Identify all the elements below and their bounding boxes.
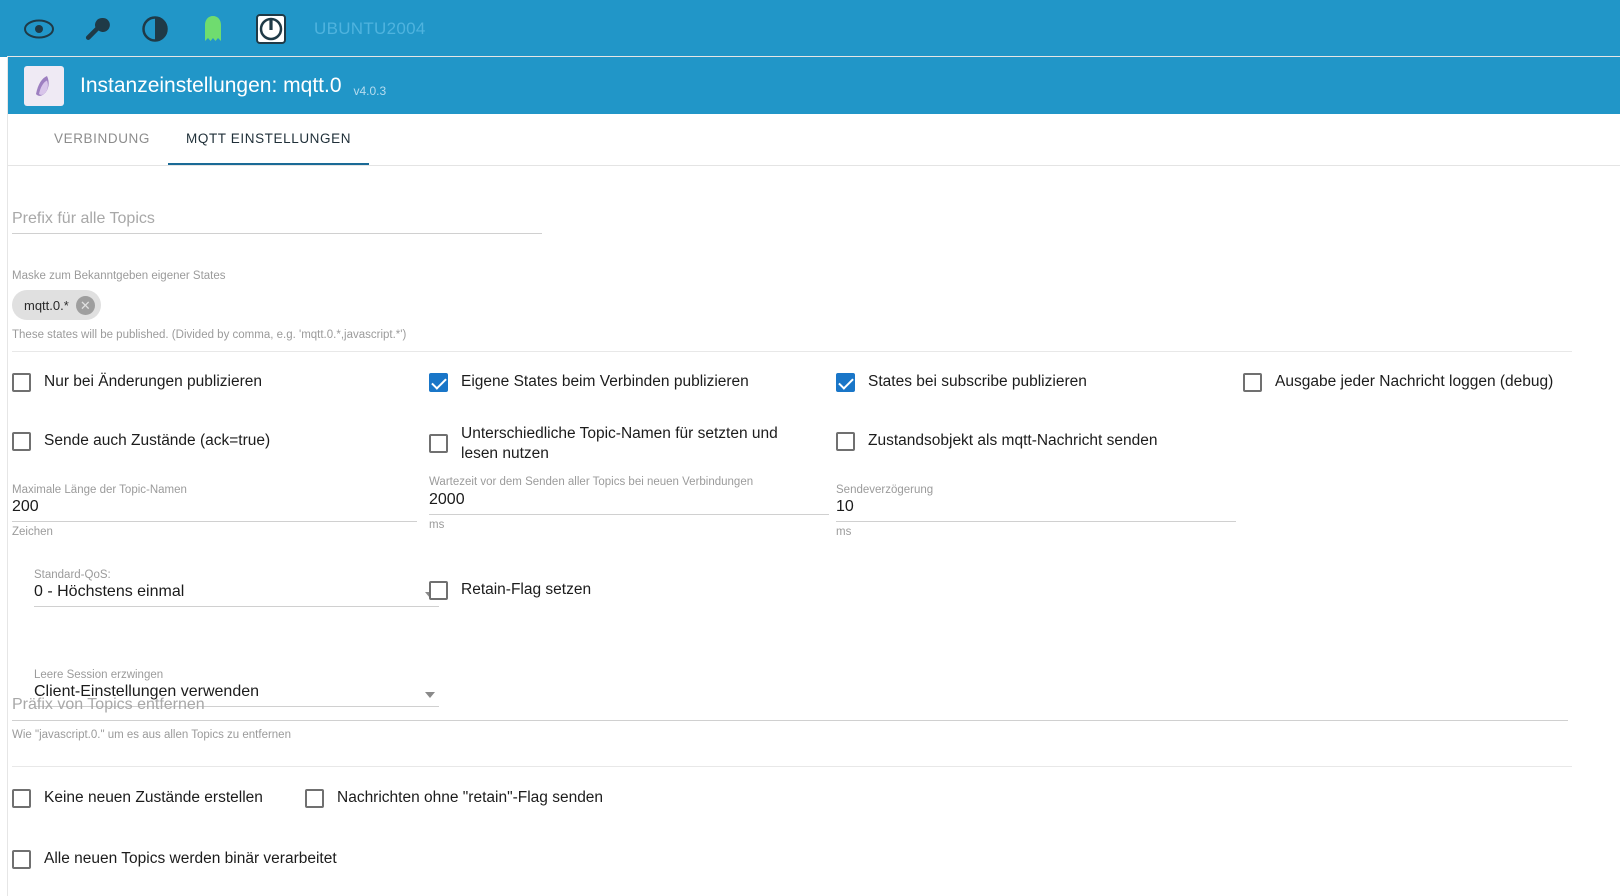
divider-1 [12,351,1572,352]
send-delay-helper: ms [836,526,852,538]
tab-bar [8,114,1620,166]
checkbox-log-every-message-debug[interactable] [1243,372,1553,392]
wait-before-send-label: Wartezeit vor dem Senden aller Topics bei neuen Verbindungen [429,476,754,488]
checkbox-box[interactable] [12,789,31,808]
adapter-settings-window [8,57,1620,896]
adapter-logo-icon [24,66,64,106]
checkbox-label: Keine neuen Zustände erstellen [44,789,263,806]
remove-prefix-helper: Wie "javascript.0." um es aus allen Topics zu entfernen [12,729,291,741]
remove-prefix-group [12,696,1572,741]
wait-before-send-field[interactable] [429,476,829,531]
max-topic-length-field[interactable] [12,484,417,538]
checkbox-send-states-ack-true[interactable] [12,431,270,451]
remove-prefix-input[interactable]: Präfix von Topics entfernen [12,696,205,713]
adapter-version: v4.0.3 [353,84,387,98]
divider-2 [12,766,1572,767]
wait-before-send-input[interactable]: 2000 [429,491,829,515]
checkbox-box[interactable] [429,373,448,392]
checkbox-all-new-topics-binary[interactable] [12,849,337,869]
checkbox-box[interactable] [429,581,448,600]
checkbox-box[interactable] [1243,373,1262,392]
prefix-all-topics-field[interactable] [12,210,542,234]
mask-own-states-helper: These states will be published. (Divided by comma, e.g. 'mqtt.0.*,javascript.*') [12,329,407,341]
checkbox-box[interactable] [429,434,448,453]
checkbox-different-topic-names[interactable] [429,424,806,464]
settings-content [8,166,1620,896]
checkbox-box[interactable] [12,850,31,869]
checkbox-label: Nachrichten ohne "retain"-Flag senden [337,789,604,806]
checkbox-publish-only-on-change[interactable] [12,372,262,392]
send-delay-field[interactable] [836,484,1236,538]
app-header [8,57,1620,114]
checkbox-label: Zustandsobjekt als mqtt-Nachricht senden [868,432,1158,449]
default-qos-select[interactable] [34,569,439,607]
checkbox-label: Alle neuen Topics werden binär verarbeitet [44,850,337,867]
tab-verbindung[interactable]: VERBINDUNG [54,131,151,146]
checkbox-send-messages-without-retain[interactable] [305,788,603,808]
checkbox-set-retain-flag[interactable] [429,580,591,600]
checkbox-box[interactable] [305,789,324,808]
checkbox-send-state-object[interactable] [836,431,1157,451]
mask-chip[interactable] [12,290,101,320]
ghost-icon[interactable] [196,12,230,46]
wait-before-send-helper: ms [429,519,445,531]
system-toolbar [0,0,1620,57]
checkbox-box[interactable] [836,373,855,392]
checkbox-label: Retain-Flag setzen [461,581,592,598]
checkbox-box[interactable] [836,432,855,451]
mask-chip-label: mqtt.0.* [24,297,69,313]
tab-mqtt-einstellungen[interactable]: MQTT EINSTELLUNGEN [168,114,369,165]
checkbox-box[interactable] [12,373,31,392]
checkbox-no-new-states[interactable] [12,788,263,808]
checkbox-label: Sende auch Zustände (ack=true) [44,432,271,449]
max-topic-length-input[interactable]: 200 [12,498,417,522]
default-qos-value[interactable]: 0 - Höchstens einmal [34,583,439,607]
contrast-icon[interactable] [138,12,172,46]
checkbox-publish-own-states-on-connect[interactable] [429,372,749,392]
checkbox-label: Nur bei Änderungen publizieren [44,373,263,390]
toolbar-host-label: UBUNTU2004 [314,18,426,38]
page-title: Instanzeinstellungen: mqtt.0 [80,73,342,97]
mask-own-states-label: Maske zum Bekanntgeben eigener States [12,270,226,282]
prefix-all-topics-input[interactable]: Prefix für alle Topics [12,210,542,234]
force-clean-session-value[interactable]: Client-Einstellungen verwenden [34,683,439,707]
send-delay-label: Sendeverzögerung [836,484,934,496]
checkbox-publish-states-on-subscribe[interactable] [836,372,1087,392]
checkbox-label: Unterschiedliche Topic-Namen für setzten und lesen nutzen [461,425,778,462]
force-clean-session-label: Leere Session erzwingen [34,669,164,681]
power-icon[interactable] [254,12,288,46]
mask-own-states-group [12,270,1572,341]
eye-icon[interactable] [22,12,56,46]
wrench-icon[interactable] [80,12,114,46]
max-topic-length-helper: Zeichen [12,526,53,538]
max-topic-length-label: Maximale Länge der Topic-Namen [12,484,187,496]
default-qos-label: Standard-QoS: [34,569,111,581]
send-delay-input[interactable]: 10 [836,498,1236,522]
checkbox-label: Eigene States beim Verbinden publizieren [461,373,749,390]
checkbox-label: States bei subscribe publizieren [868,373,1087,390]
checkbox-box[interactable] [12,432,31,451]
close-icon[interactable]: ✕ [76,296,95,315]
checkbox-label: Ausgabe jeder Nachricht loggen (debug) [1275,373,1554,390]
